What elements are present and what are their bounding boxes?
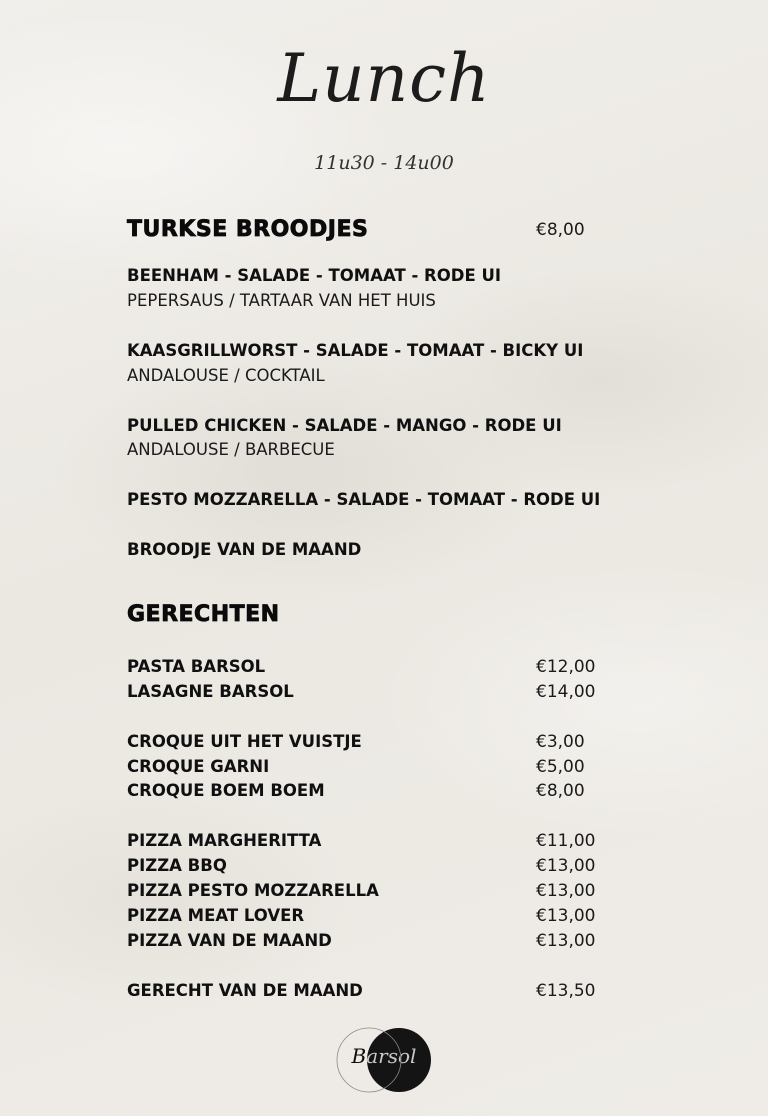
item-name: KAASGRILLWORST - SALADE - TOMAAT - BICKY UI	[127, 341, 584, 360]
item-sauces: ANDALOUSE / BARBECUE	[127, 440, 335, 459]
item-name: PESTO MOZZARELLA - SALADE - TOMAAT - RODE UI	[127, 490, 601, 509]
lunch-hours: 11u30 - 14u00	[314, 152, 454, 174]
item-price: €13,00	[536, 856, 596, 876]
page-title: Lunch	[277, 40, 491, 117]
item-price: €14,00	[536, 682, 596, 702]
item-name: PIZZA MEAT LOVER	[127, 906, 305, 925]
item-price: €13,00	[536, 931, 596, 951]
section-price: €8,00	[536, 220, 585, 240]
item-name: PIZZA PESTO MOZZARELLA	[127, 881, 379, 900]
item-price: €5,00	[536, 757, 585, 777]
item-name: PASTA BARSOL	[127, 657, 266, 676]
item-name: PIZZA BBQ	[127, 856, 227, 875]
item-name: LASAGNE BARSOL	[127, 682, 294, 701]
item-name: PULLED CHICKEN - SALADE - MANGO - RODE UI	[127, 416, 562, 435]
item-price: €11,00	[536, 831, 596, 851]
section-title: TURKSE BROODJES	[127, 217, 369, 242]
item-name: CROQUE BOEM BOEM	[127, 781, 325, 800]
logo-text: Barsol	[351, 1044, 417, 1068]
item-name: BROODJE VAN DE MAAND	[127, 540, 362, 559]
item-price: €13,00	[536, 906, 596, 926]
item-name: PIZZA MARGHERITTA	[127, 831, 322, 850]
item-price: €3,00	[536, 732, 585, 752]
section-title: GERECHTEN	[127, 602, 280, 627]
item-name: CROQUE GARNI	[127, 757, 270, 776]
item-price: €12,00	[536, 657, 596, 677]
item-name: GERECHT VAN DE MAAND	[127, 981, 363, 1000]
item-name: PIZZA VAN DE MAAND	[127, 931, 332, 950]
barsol-logo	[333, 1026, 435, 1094]
item-price: €8,00	[536, 781, 585, 801]
item-sauces: PEPERSAUS / TARTAAR VAN HET HUIS	[127, 291, 436, 310]
item-name: BEENHAM - SALADE - TOMAAT - RODE UI	[127, 266, 502, 285]
item-sauces: ANDALOUSE / COCKTAIL	[127, 366, 325, 385]
item-name: CROQUE UIT HET VUISTJE	[127, 732, 362, 751]
item-price: €13,50	[536, 981, 596, 1001]
item-price: €13,00	[536, 881, 596, 901]
